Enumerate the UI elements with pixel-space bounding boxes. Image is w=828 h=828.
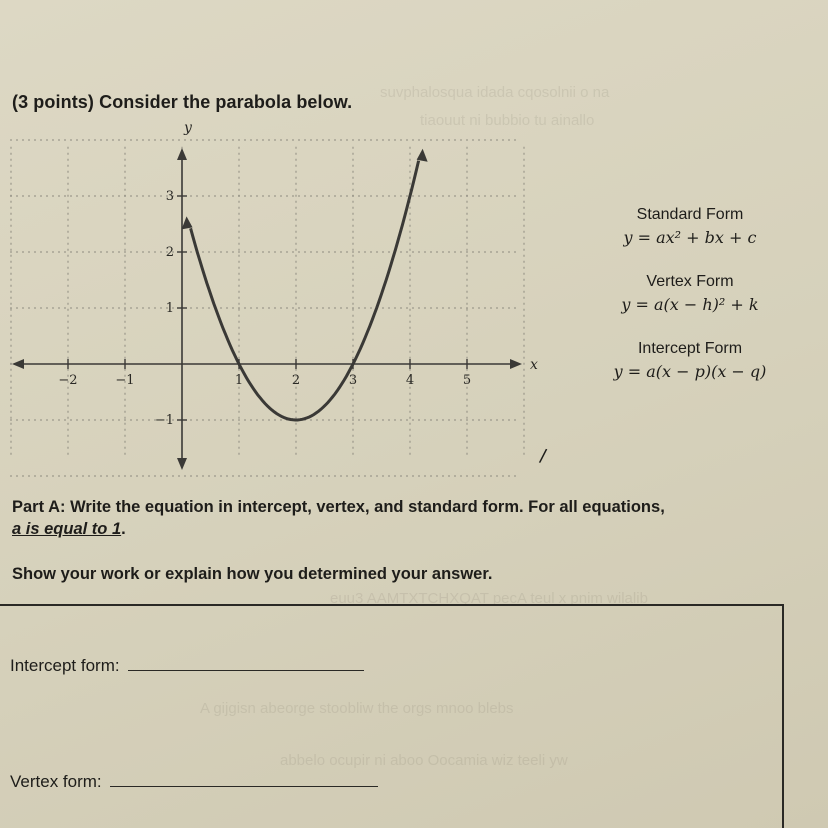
vertex-form-name: Vertex Form: [646, 273, 734, 290]
x-tick-label: 3: [348, 373, 358, 388]
x-tick-label: 1: [234, 373, 244, 388]
part-a-note: a is equal to 1: [12, 520, 122, 538]
y-tick-label: 1: [165, 301, 174, 316]
vertex-form-block: [590, 273, 790, 314]
intercept-form-name: Intercept Form: [637, 340, 743, 357]
intercept-answer-row: [10, 656, 364, 676]
y-tick-label: −1: [154, 413, 174, 428]
intercept-form-equation: y = a(x − p)(x − q): [613, 362, 767, 381]
intercept-answer-line[interactable]: [128, 656, 364, 671]
standard-form-block: [590, 206, 790, 247]
graph-ticks: [58, 189, 471, 428]
x-axis-label: x: [530, 357, 538, 373]
vertex-answer-line[interactable]: [110, 772, 378, 787]
x-axis-arrow-right: [510, 359, 522, 369]
y-tick-label: 3: [165, 189, 174, 204]
x-tick-label: −1: [115, 373, 135, 388]
curve-arrow-left: [182, 216, 193, 229]
worksheet-page: suvphalosqua idada cqosolnii o na tiaouut ni bubbio tu ainallo euu3 AAMTXTCHXQAT pecA teul x pnim wilalib A gijgisn abeorge stoobliw the orgs mnoo blebs abbelo ocupir ni aboo Oocamia wiz teeli yw (3 points) Consider the parabola below. −2 −1 1 2 3 4 5 3 2 1 −1 x y Standard Form y = ax² + bx + c Vertex Form y = a(x − h)² + k Intercept Form y = a(x − p)(x − q) / Part A: Write the equation in intercept, vertex, and standard form. For all equations, a is equal to 1. Show your work or explain how you determined your answer. Intercept form: Vertex form:: [0, 0, 828, 828]
show-work-instruction: Show your work or explain how you determined your answer.: [12, 565, 493, 583]
vertex-answer-row: [10, 772, 378, 792]
x-axis-arrow-left: [12, 359, 24, 369]
x-tick-label: 2: [291, 373, 301, 388]
intercept-form-label: Intercept form:: [10, 656, 120, 675]
standard-form-name: Standard Form: [636, 206, 744, 223]
intercept-form-block: [590, 340, 790, 381]
question-heading: (3 points) Consider the parabola below.: [12, 92, 353, 112]
y-tick-label: 2: [165, 245, 174, 260]
y-axis-label: y: [184, 120, 192, 136]
forms-reference: [590, 206, 790, 407]
vertex-form-equation: y = a(x − h)² + k: [621, 295, 759, 314]
graph-grid: [10, 140, 524, 476]
vertex-form-label: Vertex form:: [10, 772, 102, 791]
answer-box[interactable]: [0, 604, 784, 828]
x-tick-label: −2: [58, 373, 78, 388]
parabola-graph: [10, 118, 550, 478]
x-tick-label: 5: [462, 373, 472, 388]
part-a-text: Part A: Write the equation in intercept, vertex, and standard form. For all equations,: [12, 498, 665, 516]
pencil-mark: /: [537, 445, 548, 469]
parabola-curve: [191, 161, 419, 420]
part-a-period: .: [121, 520, 126, 538]
y-axis-arrow-up: [177, 148, 187, 160]
standard-form-equation: y = ax² + bx + c: [623, 228, 757, 247]
x-tick-label: 4: [405, 373, 415, 388]
curve-arrow-right: [417, 149, 428, 162]
y-axis-arrow-down: [177, 458, 187, 470]
part-a-instructions: [12, 496, 802, 540]
